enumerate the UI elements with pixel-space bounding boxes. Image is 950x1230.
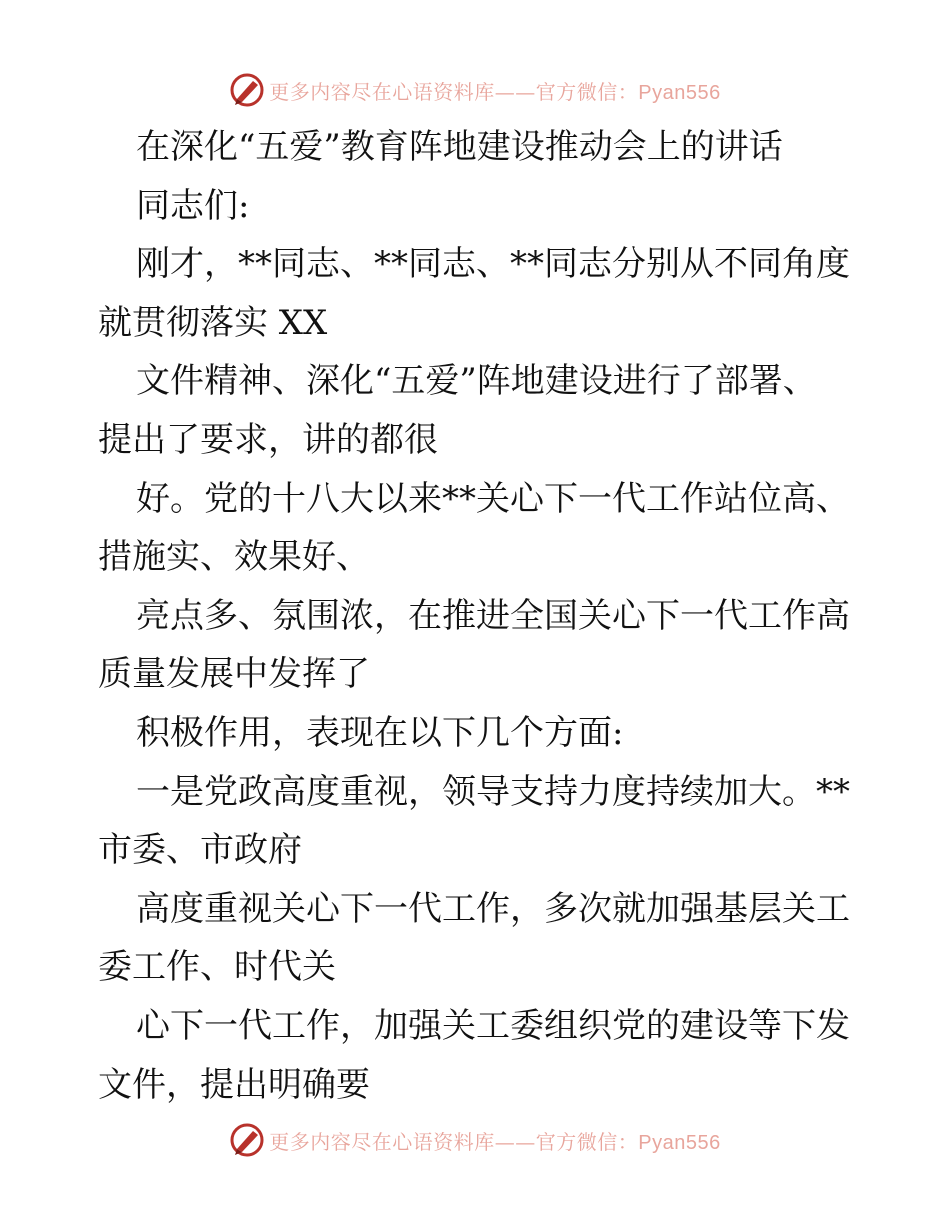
footer-watermark bbox=[0, 1118, 950, 1162]
paragraph-line: 心下一代工作，加强关工委组织党的建设等下发 bbox=[136, 1005, 850, 1046]
paragraph-continuation: 措施实、效果好、 bbox=[98, 537, 370, 578]
watermark-wechat-id: Pyan556 bbox=[638, 1131, 721, 1154]
paragraph-continuation: 文件，提出明确要 bbox=[98, 1064, 370, 1105]
paragraph-continuation: 提出了要求，讲的都很 bbox=[98, 419, 438, 460]
paragraph-list bbox=[98, 235, 858, 1114]
watermark-wechat-label: 官方微信： bbox=[535, 79, 639, 104]
paragraph-line: 刚才，**同志、**同志、**同志分别从不同角度 bbox=[136, 244, 850, 285]
pen-logo-icon bbox=[229, 72, 265, 108]
paragraph-continuation: 质量发展中发挥了 bbox=[98, 654, 370, 695]
paragraph-line: 一是党政高度重视，领导支持力度持续加大。** bbox=[136, 771, 850, 812]
watermark-site-text: 更多内容尽在心语资料库 bbox=[269, 1129, 495, 1154]
watermark-text bbox=[269, 76, 720, 105]
watermark-wechat-label: 官方微信： bbox=[535, 1129, 639, 1154]
pen-logo-icon bbox=[229, 1122, 265, 1158]
watermark-separator: —— bbox=[494, 79, 536, 104]
watermark-site-text: 更多内容尽在心语资料库 bbox=[269, 79, 495, 104]
watermark-separator: —— bbox=[494, 1129, 536, 1154]
paragraph-continuation: 市委、市政府 bbox=[98, 830, 302, 871]
document-body bbox=[98, 118, 858, 1114]
paragraph-continuation: 就贯彻落实 XX bbox=[98, 302, 328, 343]
paragraph-line: 亮点多、氛围浓，在推进全国关心下一代工作高 bbox=[136, 595, 850, 636]
document-title: 在深化“五爱”教育阵地建设推动会上的讲话 bbox=[136, 127, 783, 167]
paragraph-line: 高度重视关心下一代工作，多次就加强基层关工 bbox=[136, 888, 850, 929]
paragraph-line: 积极作用，表现在以下几个方面: bbox=[136, 712, 624, 753]
paragraph-line: 好。党的十八大以来**关心下一代工作站位高、 bbox=[136, 478, 850, 519]
paragraph-continuation: 委工作、时代关 bbox=[98, 947, 336, 988]
watermark-wechat-id: Pyan556 bbox=[638, 81, 721, 104]
salutation: 同志们: bbox=[136, 185, 250, 226]
header-watermark bbox=[0, 68, 950, 112]
watermark-text bbox=[269, 1126, 720, 1155]
paragraph-line: 文件精神、深化“五爱”阵地建设进行了部署、 bbox=[136, 361, 817, 402]
